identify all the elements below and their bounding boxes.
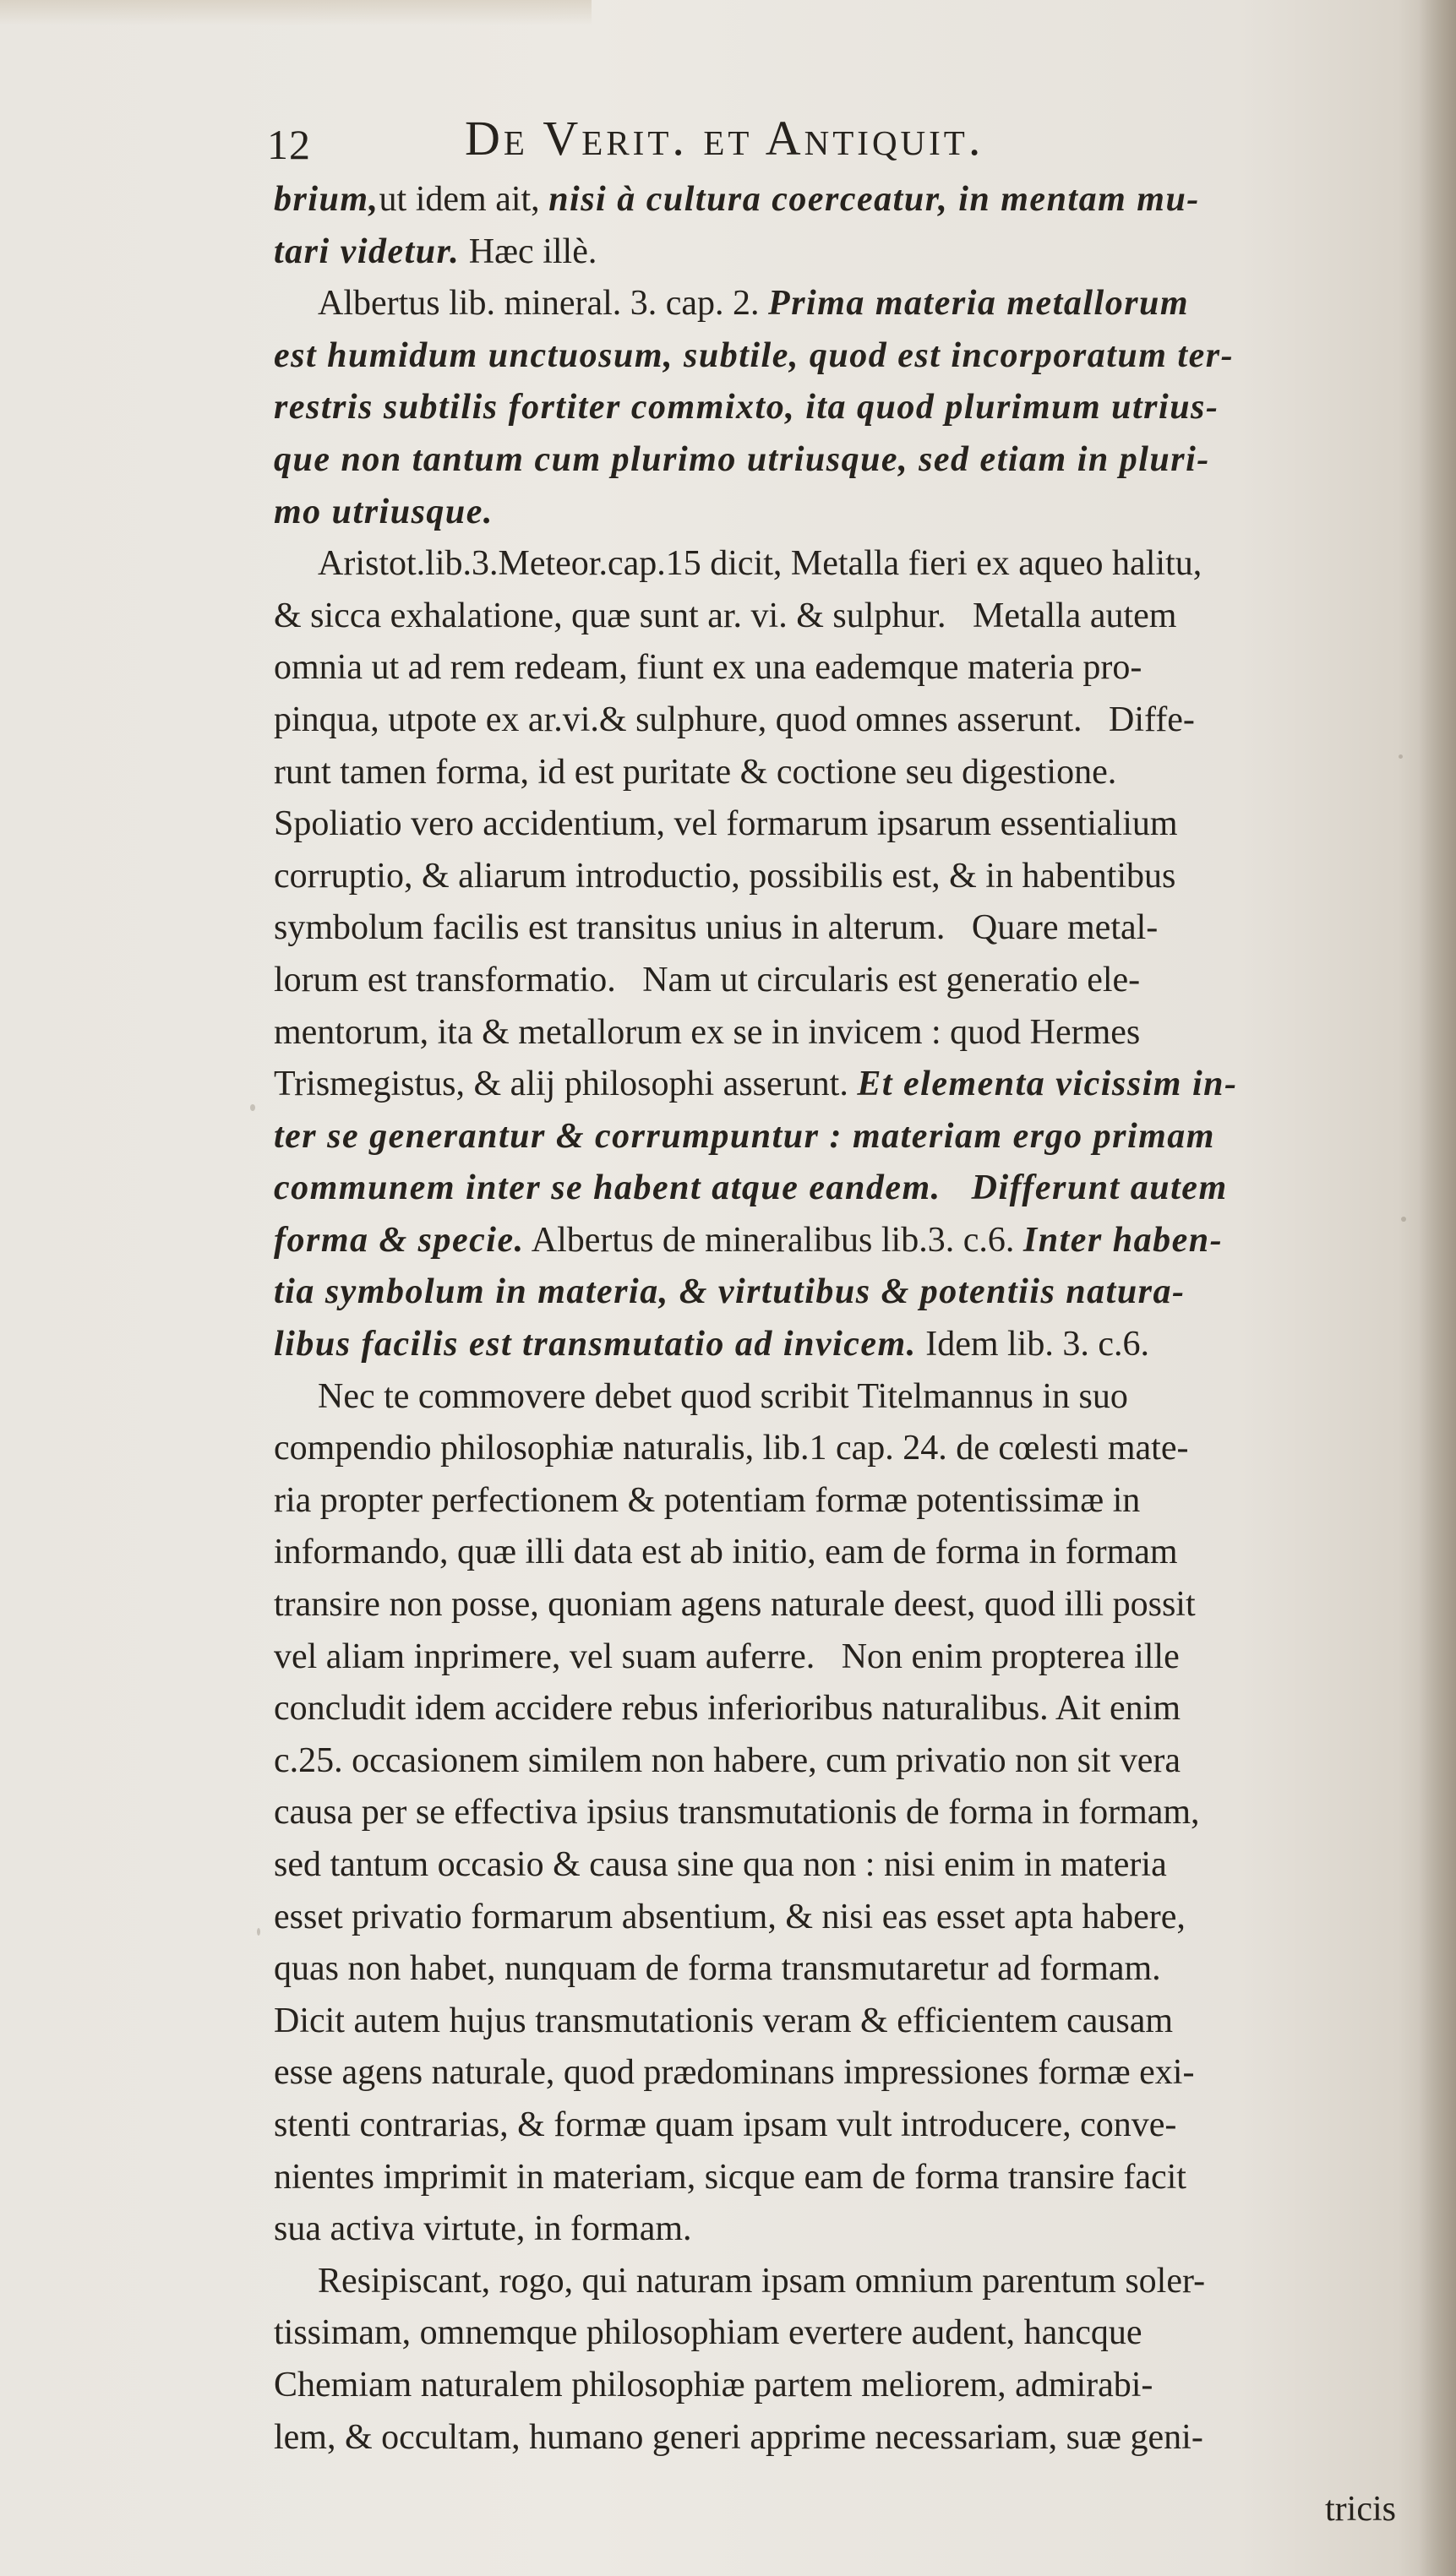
text-line bbox=[274, 1007, 1415, 1059]
roman-text: Trismegistus, & alij philosophi asserunt. bbox=[274, 1065, 858, 1104]
text-line bbox=[274, 1683, 1415, 1735]
roman-text: transire non posse, quoniam agens naturale deest, quod illi possit bbox=[274, 1585, 1196, 1625]
text-line bbox=[274, 2412, 1415, 2464]
roman-text: Dicit autem hujus transmutationis veram & efficientem causam bbox=[274, 2001, 1174, 2040]
italic-quotation: communem inter se habent atque eandem. Differunt autem bbox=[274, 1168, 1228, 1208]
roman-text: informando, quæ illi data est ab initio, eam de forma in formam bbox=[274, 1533, 1178, 1572]
text-line bbox=[274, 591, 1415, 643]
roman-text: Hæc illè. bbox=[460, 231, 597, 271]
roman-text: causa per se effectiva ipsius transmutationis de forma in formam, bbox=[274, 1793, 1200, 1833]
italic-quotation: ter se generantur & corrumpuntur : materiam ergo primam bbox=[274, 1116, 1215, 1156]
text-line bbox=[274, 174, 1415, 226]
roman-text: vel aliam inprimere, vel suam auferre. Non enim propterea ille bbox=[274, 1637, 1180, 1676]
roman-text: pinqua, utpote ex ar.vi.& sulphure, quod omnes asserunt. Diffe- bbox=[274, 700, 1195, 739]
roman-text: concludit idem accidere rebus inferioribus naturalibus. Ait enim bbox=[274, 1689, 1181, 1729]
italic-quotation: tia symbolum in materia, & virtutibus & potentiis natura- bbox=[274, 1272, 1186, 1312]
text-line bbox=[274, 1371, 1415, 1424]
roman-text: Albertus de mineralibus lib.3. c.6. bbox=[524, 1220, 1023, 1260]
text-line bbox=[274, 2203, 1415, 2256]
roman-text: ria propter perfectionem & potentiam formæ potentissimæ in bbox=[274, 1480, 1141, 1520]
roman-text: symbolum facilis est transitus unius in alterum. Quare metal- bbox=[274, 908, 1159, 948]
ink-speck bbox=[1399, 754, 1403, 759]
text-line bbox=[274, 1996, 1415, 2048]
roman-text: esse agens naturale, quod prædominans impressiones formæ exi- bbox=[274, 2053, 1195, 2093]
italic-quotation: restris subtilis fortiter commixto, ita quod plurimum utrius- bbox=[274, 388, 1219, 428]
roman-text: esset privatio formarum absentium, & nisi eas esset apta habere, bbox=[274, 1897, 1186, 1936]
text-line bbox=[274, 955, 1415, 1007]
text-line bbox=[274, 1631, 1415, 1684]
text-line bbox=[274, 747, 1415, 799]
roman-text: nientes imprimit in materiam, sicque eam de forma transire facit bbox=[274, 2157, 1186, 2197]
text-line bbox=[274, 1423, 1415, 1475]
roman-text: Resipiscant, rogo, qui naturam ipsam omnium parentum soler- bbox=[318, 2261, 1206, 2301]
roman-text: mentorum, ita & metallorum ex se in invicem : quod Hermes bbox=[274, 1012, 1141, 1052]
roman-text: sed tantum occasio & causa sine qua non : nisi enim in materia bbox=[274, 1845, 1167, 1884]
text-line bbox=[274, 1735, 1415, 1788]
roman-text: Albertus lib. mineral. 3. cap. 2. bbox=[318, 284, 769, 324]
italic-quotation: brium, bbox=[274, 180, 379, 219]
text-line bbox=[274, 278, 1415, 330]
text-line bbox=[274, 1943, 1415, 1996]
roman-text: Chemiam naturalem philosophiæ partem meliorem, admirabi- bbox=[274, 2365, 1153, 2404]
roman-text: Spoliatio vero accidentium, vel formarum ipsarum essentialium bbox=[274, 804, 1178, 844]
roman-text: lem, & occultam, humano generi apprime necessariam, suæ geni- bbox=[274, 2417, 1203, 2457]
text-line bbox=[274, 1527, 1415, 1579]
body-text bbox=[274, 174, 1415, 2464]
ink-speck bbox=[257, 1928, 260, 1936]
running-title: De Verit. et Antiquit. bbox=[465, 111, 984, 166]
roman-text: quas non habet, nunquam de forma transmutaretur ad formam. bbox=[274, 1949, 1161, 1989]
italic-quotation: Inter haben- bbox=[1022, 1220, 1224, 1260]
roman-text: runt tamen forma, id est puritate & coctione seu digestione. bbox=[274, 752, 1117, 792]
roman-text: omnia ut ad rem redeam, fiunt ex una eademque materia pro- bbox=[274, 648, 1142, 688]
roman-text: & sicca exhalatione, quæ sunt ar. vi. & sulphur. Metalla autem bbox=[274, 596, 1177, 635]
text-line bbox=[274, 2047, 1415, 2099]
italic-quotation: libus facilis est transmutatio ad invicem. bbox=[274, 1325, 917, 1364]
running-head bbox=[267, 100, 1222, 172]
text-line bbox=[274, 1892, 1415, 1944]
text-line bbox=[274, 1579, 1415, 1631]
text-line bbox=[274, 1839, 1415, 1892]
page-number: 12 bbox=[267, 121, 311, 168]
roman-text: compendio philosophiæ naturalis, lib.1 cap. 24. de cœlesti mate- bbox=[274, 1429, 1189, 1468]
italic-quotation: est humidum unctuosum, subtile, quod est incorporatum ter- bbox=[274, 335, 1235, 375]
roman-text: Idem lib. 3. c.6. bbox=[916, 1325, 1149, 1364]
roman-text: ut idem ait, bbox=[379, 180, 549, 219]
italic-quotation: Et elementa vicissim in- bbox=[857, 1065, 1238, 1104]
text-line bbox=[274, 1319, 1415, 1371]
text-line bbox=[274, 538, 1415, 591]
roman-text: corruptio, & aliarum introductio, possibilis est, & in habentibus bbox=[274, 856, 1176, 896]
text-line bbox=[274, 1266, 1415, 1319]
text-line bbox=[274, 226, 1415, 279]
roman-text: c.25. occasionem similem non habere, cum privatio non sit vera bbox=[274, 1740, 1181, 1780]
gutter-shadow bbox=[1419, 0, 1456, 2576]
roman-text: Nec te commovere debet quod scribit Titelmannus in suo bbox=[318, 1376, 1128, 1416]
paper-stain bbox=[0, 0, 592, 25]
text-line bbox=[274, 1787, 1415, 1839]
text-line bbox=[274, 851, 1415, 903]
text-line bbox=[274, 1059, 1415, 1111]
text-line bbox=[274, 1111, 1415, 1163]
text-line bbox=[274, 2256, 1415, 2308]
text-line bbox=[274, 382, 1415, 434]
text-line bbox=[274, 798, 1415, 851]
roman-text: lorum est transformatio. Nam ut circularis est generatio ele- bbox=[274, 960, 1141, 999]
roman-text: tissimam, omnemque philosophiam evertere audent, hancque bbox=[274, 2313, 1142, 2353]
italic-quotation: tari videtur. bbox=[274, 231, 461, 271]
text-line bbox=[274, 1163, 1415, 1215]
text-line bbox=[274, 2360, 1415, 2412]
italic-quotation: forma & specie. bbox=[274, 1220, 525, 1260]
italic-quotation: Prima materia metallorum bbox=[768, 284, 1190, 324]
text-line bbox=[274, 642, 1415, 694]
italic-quotation: nisi à cultura coerceatur, in mentam mu- bbox=[548, 180, 1200, 219]
roman-text: Aristot.lib.3.Meteor.cap.15 dicit, Metalla fieri ex aqueo halitu, bbox=[318, 544, 1202, 584]
text-line bbox=[274, 434, 1415, 487]
text-line bbox=[274, 694, 1415, 747]
text-line bbox=[274, 2099, 1415, 2152]
italic-quotation: mo utriusque. bbox=[274, 492, 494, 531]
text-line bbox=[274, 902, 1415, 955]
text-line bbox=[274, 330, 1415, 383]
text-line bbox=[274, 2152, 1415, 2204]
text-line bbox=[274, 2307, 1415, 2360]
italic-quotation: que non tantum cum plurimo utriusque, sed etiam in pluri- bbox=[274, 439, 1210, 479]
ink-speck bbox=[1401, 1217, 1406, 1222]
text-line bbox=[274, 487, 1415, 539]
ink-speck bbox=[250, 1104, 255, 1111]
text-line bbox=[274, 1215, 1415, 1267]
catchword: tricis bbox=[1325, 2490, 1396, 2529]
text-line bbox=[274, 1475, 1415, 1528]
roman-text: sua activa virtute, in formam. bbox=[274, 2209, 692, 2249]
roman-text: stenti contrarias, & formæ quam ipsam vult introducere, conve- bbox=[274, 2105, 1177, 2144]
